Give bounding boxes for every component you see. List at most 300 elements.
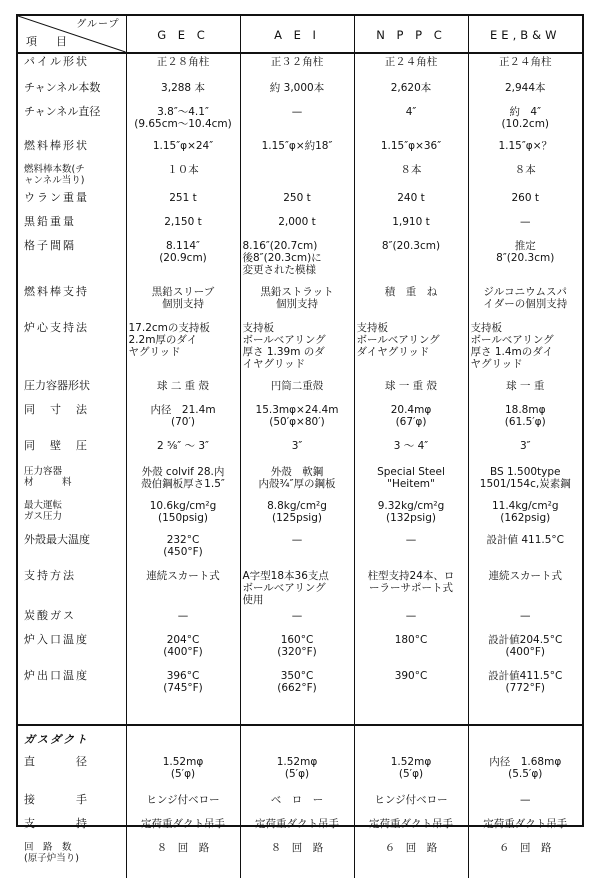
table-cell [468, 532, 582, 568]
cell-line: 1,910 t [392, 216, 430, 228]
table-cell [126, 53, 240, 80]
table-cell [240, 284, 354, 320]
cell-line: ボールベアリング [242, 582, 326, 594]
row-label [18, 568, 126, 608]
header-item-label: 項 目 [26, 35, 71, 48]
cell-line: 厚さ 1.39m のダ [242, 346, 325, 358]
cell-line: ８本 [400, 164, 422, 176]
cell-line: ーラーサポート式 [369, 582, 453, 594]
table-cell [240, 190, 354, 214]
cell-line: 11.4kg/cm²g [491, 500, 559, 512]
row-label-line: 燃料棒本数(チ [24, 164, 85, 175]
cell-line: 232°C [166, 534, 200, 546]
cell-line: 黒鉛ストラット [260, 286, 334, 298]
row-label [18, 754, 126, 792]
table-row [18, 464, 582, 498]
cell-line: 1.52mφ [162, 756, 204, 768]
cell-line: 204°C [166, 634, 200, 646]
row-label-line: 直 径 [24, 755, 89, 768]
cell-line: ヤグリッド [470, 358, 523, 370]
cell-line: 8″(20.3cm) [381, 240, 441, 252]
table-row [18, 378, 582, 402]
table-cell [354, 190, 468, 214]
row-label [18, 816, 126, 840]
table-cell [240, 498, 354, 532]
row-label [18, 498, 126, 532]
table-cell [354, 725, 468, 754]
table-row [18, 532, 582, 568]
table-row [18, 190, 582, 214]
table-cell [240, 104, 354, 138]
table-cell [126, 438, 240, 464]
cell-line: 9.32kg/cm²g [377, 500, 445, 512]
divider-cell [354, 714, 468, 725]
cell-line: 180°C [394, 634, 428, 646]
cell-line: 球 一 重 殻 [384, 380, 437, 392]
table-row [18, 668, 582, 714]
cell-line: 2 ⅝″ ～ 3″ [157, 440, 209, 452]
table-cell [468, 668, 582, 714]
table-row [18, 840, 582, 878]
table-cell [468, 80, 582, 104]
table-cell [468, 162, 582, 190]
table-row [18, 320, 582, 378]
cell-line: 正３２角柱 [270, 56, 324, 68]
table-cell [468, 754, 582, 792]
table-cell [240, 138, 354, 162]
cell-line: (61.5′φ) [504, 416, 546, 428]
table-cell [354, 608, 468, 632]
cell-line: (10.2cm) [501, 118, 550, 130]
row-label-line: 最大運転 [24, 500, 63, 511]
table-cell [240, 792, 354, 816]
table-cell [240, 378, 354, 402]
cell-line: ボールベアリング [242, 334, 326, 346]
table-row [18, 568, 582, 608]
table-row [18, 53, 582, 80]
cell-line: — [520, 794, 531, 806]
cell-line: 1.52mφ [276, 756, 318, 768]
table-cell [354, 668, 468, 714]
row-label [18, 840, 126, 878]
cell-line: 1.15″φ×36″ [380, 140, 442, 152]
cell-line: 8.8kg/cm²g [267, 500, 327, 512]
cell-line: 連続スカート式 [146, 570, 220, 582]
row-label [18, 464, 126, 498]
table-cell [240, 668, 354, 714]
row-label [18, 104, 126, 138]
table-row [18, 80, 582, 104]
row-label-line: 燃料棒形状 [24, 139, 89, 152]
cell-line: 3″ [291, 440, 303, 452]
table-cell [468, 725, 582, 754]
table-cell [354, 138, 468, 162]
cell-line: 設計値411.5°C [488, 670, 563, 682]
row-label-line: 支 持 [24, 817, 89, 830]
table-cell [240, 608, 354, 632]
table-cell [468, 792, 582, 816]
cell-line: — [520, 610, 531, 622]
cell-line: 殻伯鋼板厚さ1.5″ [141, 478, 225, 490]
table-cell [354, 402, 468, 438]
cell-line: (150psig) [158, 512, 208, 524]
table-cell [468, 816, 582, 840]
gas-duct-section-title [18, 725, 126, 754]
comparison-table-frame [16, 14, 584, 864]
divider-cell [468, 714, 582, 725]
table-cell [126, 214, 240, 238]
table-cell [354, 438, 468, 464]
row-label [18, 378, 126, 402]
table-cell [126, 840, 240, 878]
table-cell [468, 214, 582, 238]
row-label [18, 284, 126, 320]
cell-line: 柱型支持24本、ロ [367, 570, 455, 582]
table-cell [468, 190, 582, 214]
row-label-line: 同 寸 法 [24, 403, 89, 416]
cell-line: １０本 [167, 164, 199, 176]
row-label [18, 402, 126, 438]
cell-line: — [291, 610, 303, 622]
cell-line: "Heitem" [387, 478, 435, 490]
table-cell [354, 632, 468, 668]
row-label-line: チャンネル本数 [24, 81, 101, 94]
table-cell [126, 754, 240, 792]
cell-line: 8.114″ [166, 240, 200, 252]
cell-line: 定荷重ダクト吊手 [255, 818, 339, 830]
divider-cell [240, 714, 354, 725]
row-label [18, 668, 126, 714]
table-cell [126, 792, 240, 816]
table-cell [354, 568, 468, 608]
table-cell [354, 320, 468, 378]
cell-line: (70′) [171, 416, 195, 428]
row-label [18, 53, 126, 80]
cell-line: 正２８角柱 [156, 56, 210, 68]
divider-cell [126, 714, 240, 725]
cell-line: 396°C [166, 670, 200, 682]
row-label [18, 792, 126, 816]
table-cell [468, 402, 582, 438]
table-cell [468, 568, 582, 608]
table-cell [126, 80, 240, 104]
cell-line: 240 t [397, 192, 425, 204]
cell-line: 正２４角柱 [499, 56, 552, 68]
table-cell [354, 162, 468, 190]
table-row [18, 754, 582, 792]
table-cell [240, 464, 354, 498]
cell-line: 設計値 411.5°C [486, 534, 564, 546]
cell-line: (125psig) [272, 512, 322, 524]
table-row [18, 816, 582, 840]
cell-line: 定荷重ダクト吊手 [369, 818, 453, 830]
cell-line: 個別支持 [276, 298, 318, 310]
row-label-line: 圧力容器形状 [24, 379, 90, 392]
table-cell [240, 238, 354, 284]
table-cell [126, 104, 240, 138]
table-row [18, 214, 582, 238]
table-cell [468, 632, 582, 668]
table-row [18, 792, 582, 816]
cell-line: (5′φ) [284, 768, 310, 780]
table-cell [240, 438, 354, 464]
table-cell [126, 138, 240, 162]
cell-line: 支持板 [470, 322, 502, 334]
table-cell [354, 214, 468, 238]
cell-line: 1.15″φ×24″ [152, 140, 214, 152]
table-cell [126, 402, 240, 438]
cell-line: (450°F) [163, 546, 203, 558]
table-cell [240, 840, 354, 878]
cell-line: (745°F) [163, 682, 203, 694]
table-cell [354, 378, 468, 402]
table-cell [240, 568, 354, 608]
table-cell [126, 816, 240, 840]
table-cell [126, 725, 240, 754]
table-cell [126, 632, 240, 668]
row-label-line: 黒鉛重量 [24, 215, 76, 228]
cell-line: 後8″(20.3cm)に [242, 252, 322, 264]
table-row [18, 632, 582, 668]
table-cell [240, 816, 354, 840]
table-cell [468, 320, 582, 378]
table-cell [354, 792, 468, 816]
table-cell [126, 668, 240, 714]
table-cell [354, 238, 468, 284]
cell-line: (662°F) [277, 682, 317, 694]
header-row [18, 16, 582, 53]
cell-line: 15.3mφ×24.4m [255, 404, 339, 416]
row-label-line: 材 料 [24, 477, 72, 488]
table-row [18, 402, 582, 438]
row-label [18, 632, 126, 668]
cell-line: 約 4″ [509, 106, 542, 118]
cell-line: — [520, 216, 531, 228]
row-label [18, 138, 126, 162]
table-cell [240, 53, 354, 80]
cell-line: 8″(20.3cm) [496, 252, 555, 264]
cell-line: (400°F) [505, 646, 546, 658]
header-gec: G E C [126, 16, 240, 53]
cell-line: 連続スカート式 [488, 570, 562, 582]
row-label-line: 圧力容器 [24, 466, 63, 477]
cell-line: 20.4mφ [390, 404, 432, 416]
cell-line: — [177, 610, 189, 622]
cell-line: 1.52mφ [390, 756, 432, 768]
table-cell [240, 725, 354, 754]
table-cell [354, 754, 468, 792]
cell-line: 約 3,000本 [269, 82, 325, 94]
row-label-line: 燃料棒支持 [24, 285, 89, 298]
cell-line: イダーの個別支持 [483, 298, 568, 310]
cell-line: 1.15″φ×約18″ [261, 140, 333, 152]
cell-line: 250 t [283, 192, 311, 204]
table-cell [468, 53, 582, 80]
cell-line: (162psig) [500, 512, 551, 524]
table-cell [126, 320, 240, 378]
cell-line: 定荷重ダクト吊手 [141, 818, 225, 830]
table-cell [126, 238, 240, 284]
header-eebw: EE,B&W [468, 16, 582, 53]
cell-line: ６ 回 路 [384, 842, 438, 854]
table-cell [468, 238, 582, 284]
cell-line: ジルコニウムスパ [483, 286, 568, 298]
cell-line: 251 t [169, 192, 197, 204]
cell-line: ヒンジ付ベロー [146, 794, 220, 806]
cell-line: 3″ [519, 440, 531, 452]
cell-line: A字型18本36支点 [242, 570, 329, 582]
cell-line: (67′φ) [395, 416, 427, 428]
table-cell [126, 464, 240, 498]
cell-line: 厚さ 1.4mのダイ [470, 346, 554, 358]
table-cell [126, 498, 240, 532]
cell-line: 積 重 ね [384, 286, 438, 298]
cell-line: ベ ロ ー [270, 794, 324, 806]
gas-duct-title: ガスダクト [24, 733, 89, 746]
header-corner-cell [18, 16, 126, 53]
cell-line: (5′φ) [170, 768, 196, 780]
cell-line: (50′φ×80′) [269, 416, 325, 428]
row-label [18, 162, 126, 190]
row-label-line: パイル形状 [24, 55, 89, 68]
table-cell [354, 816, 468, 840]
cell-line: 設計値204.5°C [488, 634, 563, 646]
cell-line: (400°F) [163, 646, 203, 658]
table-row [18, 238, 582, 284]
cell-line: 外殻 colvif 28.内 [141, 466, 225, 478]
row-label [18, 80, 126, 104]
cell-line: 球 二 重 殻 [156, 380, 209, 392]
row-label-line: 格子間隔 [24, 239, 76, 252]
row-label [18, 214, 126, 238]
cell-line: Special Steel [377, 466, 445, 478]
cell-line: ８ 回 路 [270, 842, 324, 854]
row-label-line: 炉心支持法 [24, 321, 89, 334]
table-cell [468, 284, 582, 320]
cell-line: 1501/154c,炭素鋼 [479, 478, 571, 490]
cell-line: 3.8″～4.1″ [157, 106, 209, 118]
cell-line: 支持板 [356, 322, 388, 334]
cell-line: ８本 [514, 164, 536, 176]
row-label-line: 接 手 [24, 793, 89, 806]
table-cell [354, 104, 468, 138]
cell-line: — [405, 610, 417, 622]
table-cell [126, 284, 240, 320]
table-row [18, 104, 582, 138]
row-label-line: 同 壁 圧 [24, 439, 89, 452]
cell-line: — [291, 106, 303, 118]
table-cell [468, 104, 582, 138]
cell-line: 2,620本 [390, 82, 432, 94]
table-cell [468, 464, 582, 498]
row-label [18, 438, 126, 464]
table-cell [354, 80, 468, 104]
divider-cell [18, 714, 126, 725]
table-row [18, 438, 582, 464]
cell-line: 18.8mφ [504, 404, 546, 416]
cell-line: 10.6kg/cm²g [149, 500, 217, 512]
table-cell [126, 608, 240, 632]
table-cell [126, 190, 240, 214]
cell-line: ヒンジ付ベロー [374, 794, 448, 806]
row-label-line: 外殻最大温度 [24, 533, 90, 546]
table-cell [468, 378, 582, 402]
row-label-line: ウラン重量 [24, 191, 89, 204]
cell-line: ヤグリッド [128, 346, 181, 358]
table-cell [126, 162, 240, 190]
table-row [18, 284, 582, 320]
row-label-line: (原子炉当り) [24, 853, 79, 864]
row-label-line: チャンネル直径 [24, 105, 101, 118]
cell-line: 17.2cmの支持板 [128, 322, 210, 334]
cell-line: ボールベアリング [470, 334, 554, 346]
row-label [18, 320, 126, 378]
cell-line: 黒鉛スリーブ [151, 286, 215, 298]
cell-line: 260 t [511, 192, 539, 204]
table-cell [240, 162, 354, 190]
cell-line: 350°C [280, 670, 314, 682]
table-cell [240, 632, 354, 668]
row-label-line: 炉入口温度 [24, 633, 89, 646]
cell-line: 球 一 重 [506, 380, 545, 392]
reactor-comparison-table [18, 16, 582, 878]
table-row [18, 498, 582, 532]
row-label-line: 炉出口温度 [24, 669, 89, 682]
table-cell [240, 214, 354, 238]
cell-line: ボールベアリング [356, 334, 440, 346]
row-label-line: 支持方法 [24, 569, 76, 582]
cell-line: (320°F) [277, 646, 317, 658]
table-cell [354, 284, 468, 320]
cell-line: 内径 1.68mφ [489, 756, 562, 768]
table-cell [354, 840, 468, 878]
cell-line: 円筒二重殻 [270, 380, 324, 392]
table-cell [468, 498, 582, 532]
cell-line: BS 1.500type [489, 466, 561, 478]
cell-line: イヤグリッド [242, 358, 306, 370]
cell-line: ダイヤグリッド [356, 346, 430, 358]
cell-line: — [405, 534, 417, 546]
cell-line: 2,000 t [278, 216, 316, 228]
cell-line: 定荷重ダクト吊手 [483, 818, 568, 830]
cell-line: — [291, 534, 303, 546]
cell-line: 正２４角柱 [384, 56, 438, 68]
header-nppc: N P P C [354, 16, 468, 53]
cell-line: 3,288 本 [161, 82, 205, 94]
table-row [18, 162, 582, 190]
row-label-line: 回 路 数 [24, 842, 72, 853]
cell-line: 2,944本 [504, 82, 546, 94]
cell-line: 変更された模様 [242, 264, 316, 276]
cell-line: 160°C [280, 634, 314, 646]
section-divider [18, 714, 582, 725]
cell-line: 内径 21.4m [150, 404, 216, 416]
table-row [18, 608, 582, 632]
cell-line: 2,150 t [164, 216, 202, 228]
cell-line: ６ 回 路 [499, 842, 552, 854]
table-cell [354, 53, 468, 80]
cell-line: 8.16″(20.7cm) [242, 240, 318, 252]
cell-line: (5′φ) [398, 768, 424, 780]
table-cell [240, 754, 354, 792]
cell-line: 使用 [242, 594, 264, 606]
row-label [18, 608, 126, 632]
cell-line: (132psig) [386, 512, 436, 524]
table-cell [126, 378, 240, 402]
table-cell [354, 464, 468, 498]
cell-line: (9.65cm～10.4cm) [134, 118, 232, 130]
table-cell [240, 80, 354, 104]
